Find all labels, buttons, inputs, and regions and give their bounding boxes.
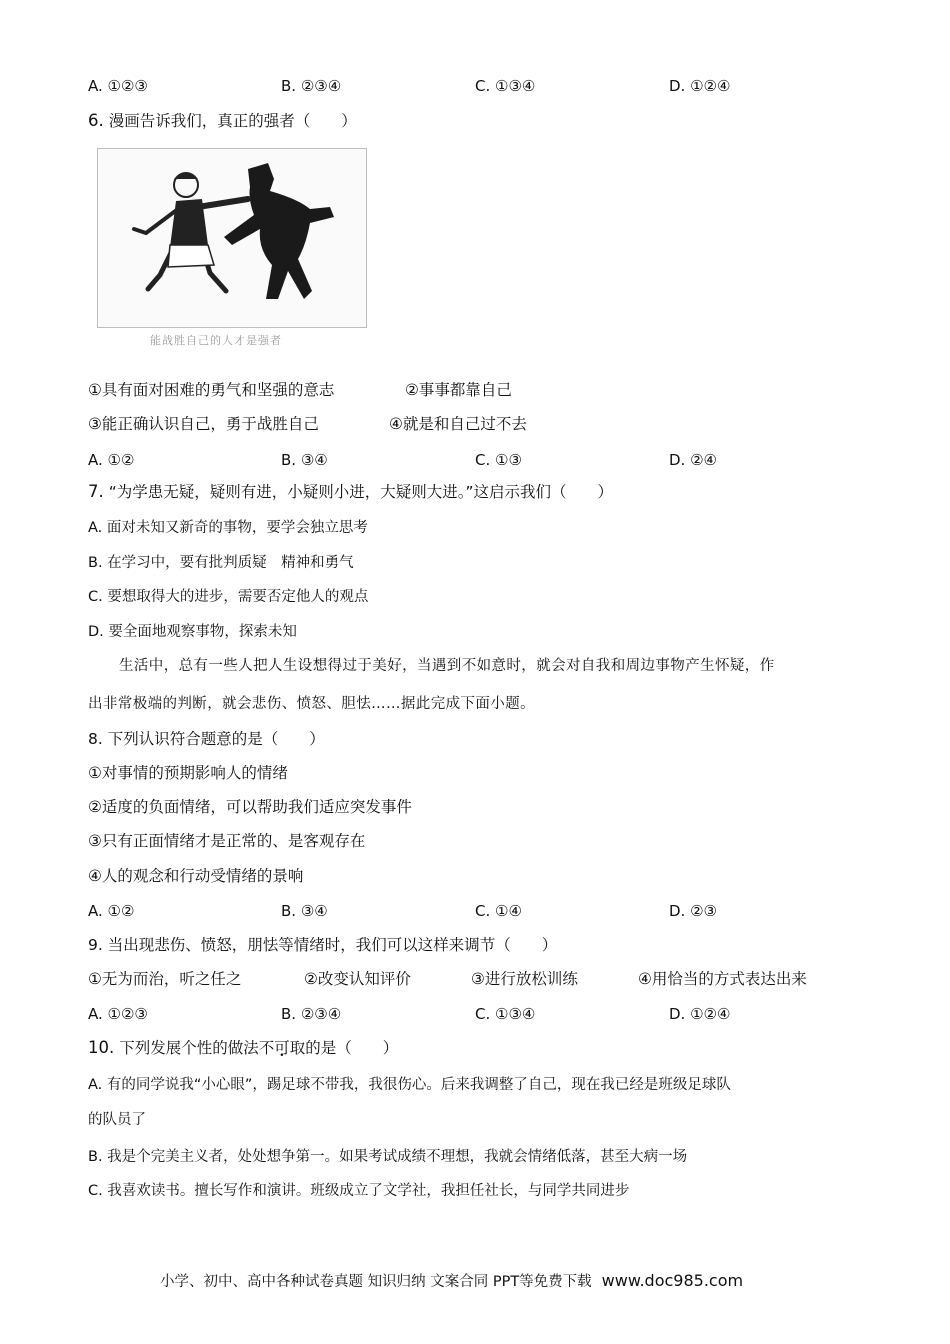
- q5-option-c: C. ①③④: [475, 77, 536, 95]
- q8-item-2: ②适度的负面情绪，可以帮助我们适应突发事件: [88, 798, 412, 816]
- man-hair: [174, 173, 198, 179]
- q7-option-b: B. 在学习中，要有批判质疑 精神和勇气: [88, 555, 354, 571]
- q9-item-1: ①无为而治，听之任之: [88, 970, 242, 988]
- q9-option-a: A. ①②③: [88, 1005, 148, 1023]
- man-arm-punch: [198, 199, 248, 207]
- q8-option-d: D. ②③: [669, 902, 717, 920]
- man-shorts: [168, 245, 214, 267]
- q6-cartoon-image: [97, 148, 367, 328]
- q9-item-4: ④用恰当的方式表达出来: [638, 970, 807, 988]
- q6-item-2: ②事事都靠自己: [405, 381, 512, 399]
- q9-item-2: ②改变认知评价: [304, 970, 411, 988]
- q7-option-c: C. 要想取得大的进步，需要否定他人的观点: [88, 589, 369, 605]
- shadow-figure: [224, 163, 334, 299]
- q6-option-b: B. ③④: [281, 451, 328, 469]
- man-arm-back: [134, 209, 178, 233]
- q8-option-c: C. ①④: [475, 902, 522, 920]
- q10-option-a-line-1: A. 有的同学说我“小心眼”，踢足球不带我，我很伤心。后来我调整了自己，现在我已经是班级足球队: [88, 1077, 731, 1093]
- q9-option-b: B. ②③④: [281, 1005, 342, 1023]
- q10-option-c: C. 我喜欢读书。擅长写作和演讲。班级成立了文学社，我担任社长，与同学共同进步: [88, 1183, 630, 1199]
- q8-stem: 8. 下列认识符合题意的是（ ）: [88, 730, 325, 748]
- q10-stem-after: 的是（ ）: [305, 1039, 399, 1057]
- q10-option-b: B. 我是个完美主义者，处处想争第一。如果考试成绩不理想，我就会情绪低落，甚至大病一场: [88, 1149, 688, 1165]
- q9-item-3: ③进行放松训练: [471, 970, 578, 988]
- q6-stem-line: [88, 111, 357, 131]
- page-footer: [160, 1270, 743, 1291]
- q7-option-a: A. 面对未知又新奇的事物，要学会独立思考: [88, 520, 368, 536]
- q8-item-1: ①对事情的预期影响人的情绪: [88, 764, 288, 782]
- q9-option-d: D. ①②④: [669, 1005, 731, 1023]
- q7-stem: “为学患无疑，疑则有进，小疑则小进，大疑则大进。”这启示我们（ ）: [108, 483, 613, 501]
- q10-option-a-line-2: 的队员了: [88, 1112, 146, 1128]
- q7-option-d: D. 要全面地观察事物，探索未知: [88, 624, 297, 640]
- q6-option-c: C. ①③: [475, 451, 522, 469]
- footer-url[interactable]: www.doc985.com: [601, 1271, 744, 1290]
- q7-stem-line: [88, 482, 613, 502]
- q6-cartoon-caption: 能战胜自己的人才是强者: [150, 334, 282, 347]
- passage-line-2: 出非常极端的判断，就会悲伤、愤怒、胆怯……据此完成下面小题。: [88, 696, 535, 712]
- q8-option-a: A. ①②: [88, 902, 135, 920]
- q6-option-a: A. ①②: [88, 451, 135, 469]
- q6-number: 6.: [88, 111, 104, 130]
- q8-item-4: ④人的观念和行动受情绪的景响: [88, 867, 304, 885]
- q8-item-3: ③只有正面情绪才是正常的、是客观存在: [88, 832, 366, 850]
- q7-number: 7.: [88, 482, 104, 501]
- q6-item-3: ③能正确认识自己，勇于战胜自己: [88, 415, 319, 433]
- cartoon-drawing: [98, 149, 366, 327]
- q6-stem: 漫画告诉我们，真正的强者（ ）: [108, 112, 357, 130]
- q10-stem-before: 下列发展个性的做法: [119, 1039, 259, 1057]
- q10-number: 10.: [88, 1038, 115, 1057]
- q10-stem-emphasis: 不可取: [258, 1039, 306, 1057]
- footer-text: 小学、初中、高中各种试卷真题 知识归纳 文案合同 PPT等免费下载: [160, 1274, 592, 1290]
- passage-line-1: 生活中，总有一些人把人生设想得过于美好，当遇到不如意时，就会对自我和周边事物产生怀疑，作: [119, 658, 775, 674]
- q10-stem-line: [88, 1038, 398, 1058]
- q5-option-d: D. ①②④: [669, 77, 731, 95]
- q8-option-b: B. ③④: [281, 902, 328, 920]
- q9-option-c: C. ①③④: [475, 1005, 536, 1023]
- q6-option-d: D. ②④: [669, 451, 717, 469]
- q5-option-b: B. ②③④: [281, 77, 342, 95]
- q5-option-a: A. ①②③: [88, 77, 148, 95]
- q6-item-4: ④就是和自己过不去: [389, 415, 527, 433]
- q6-item-1: ①具有面对困难的勇气和坚强的意志: [88, 381, 335, 399]
- q9-stem: 9. 当出现悲伤、愤怒，朋怯等情绪时，我们可以这样来调节（ ）: [88, 936, 558, 954]
